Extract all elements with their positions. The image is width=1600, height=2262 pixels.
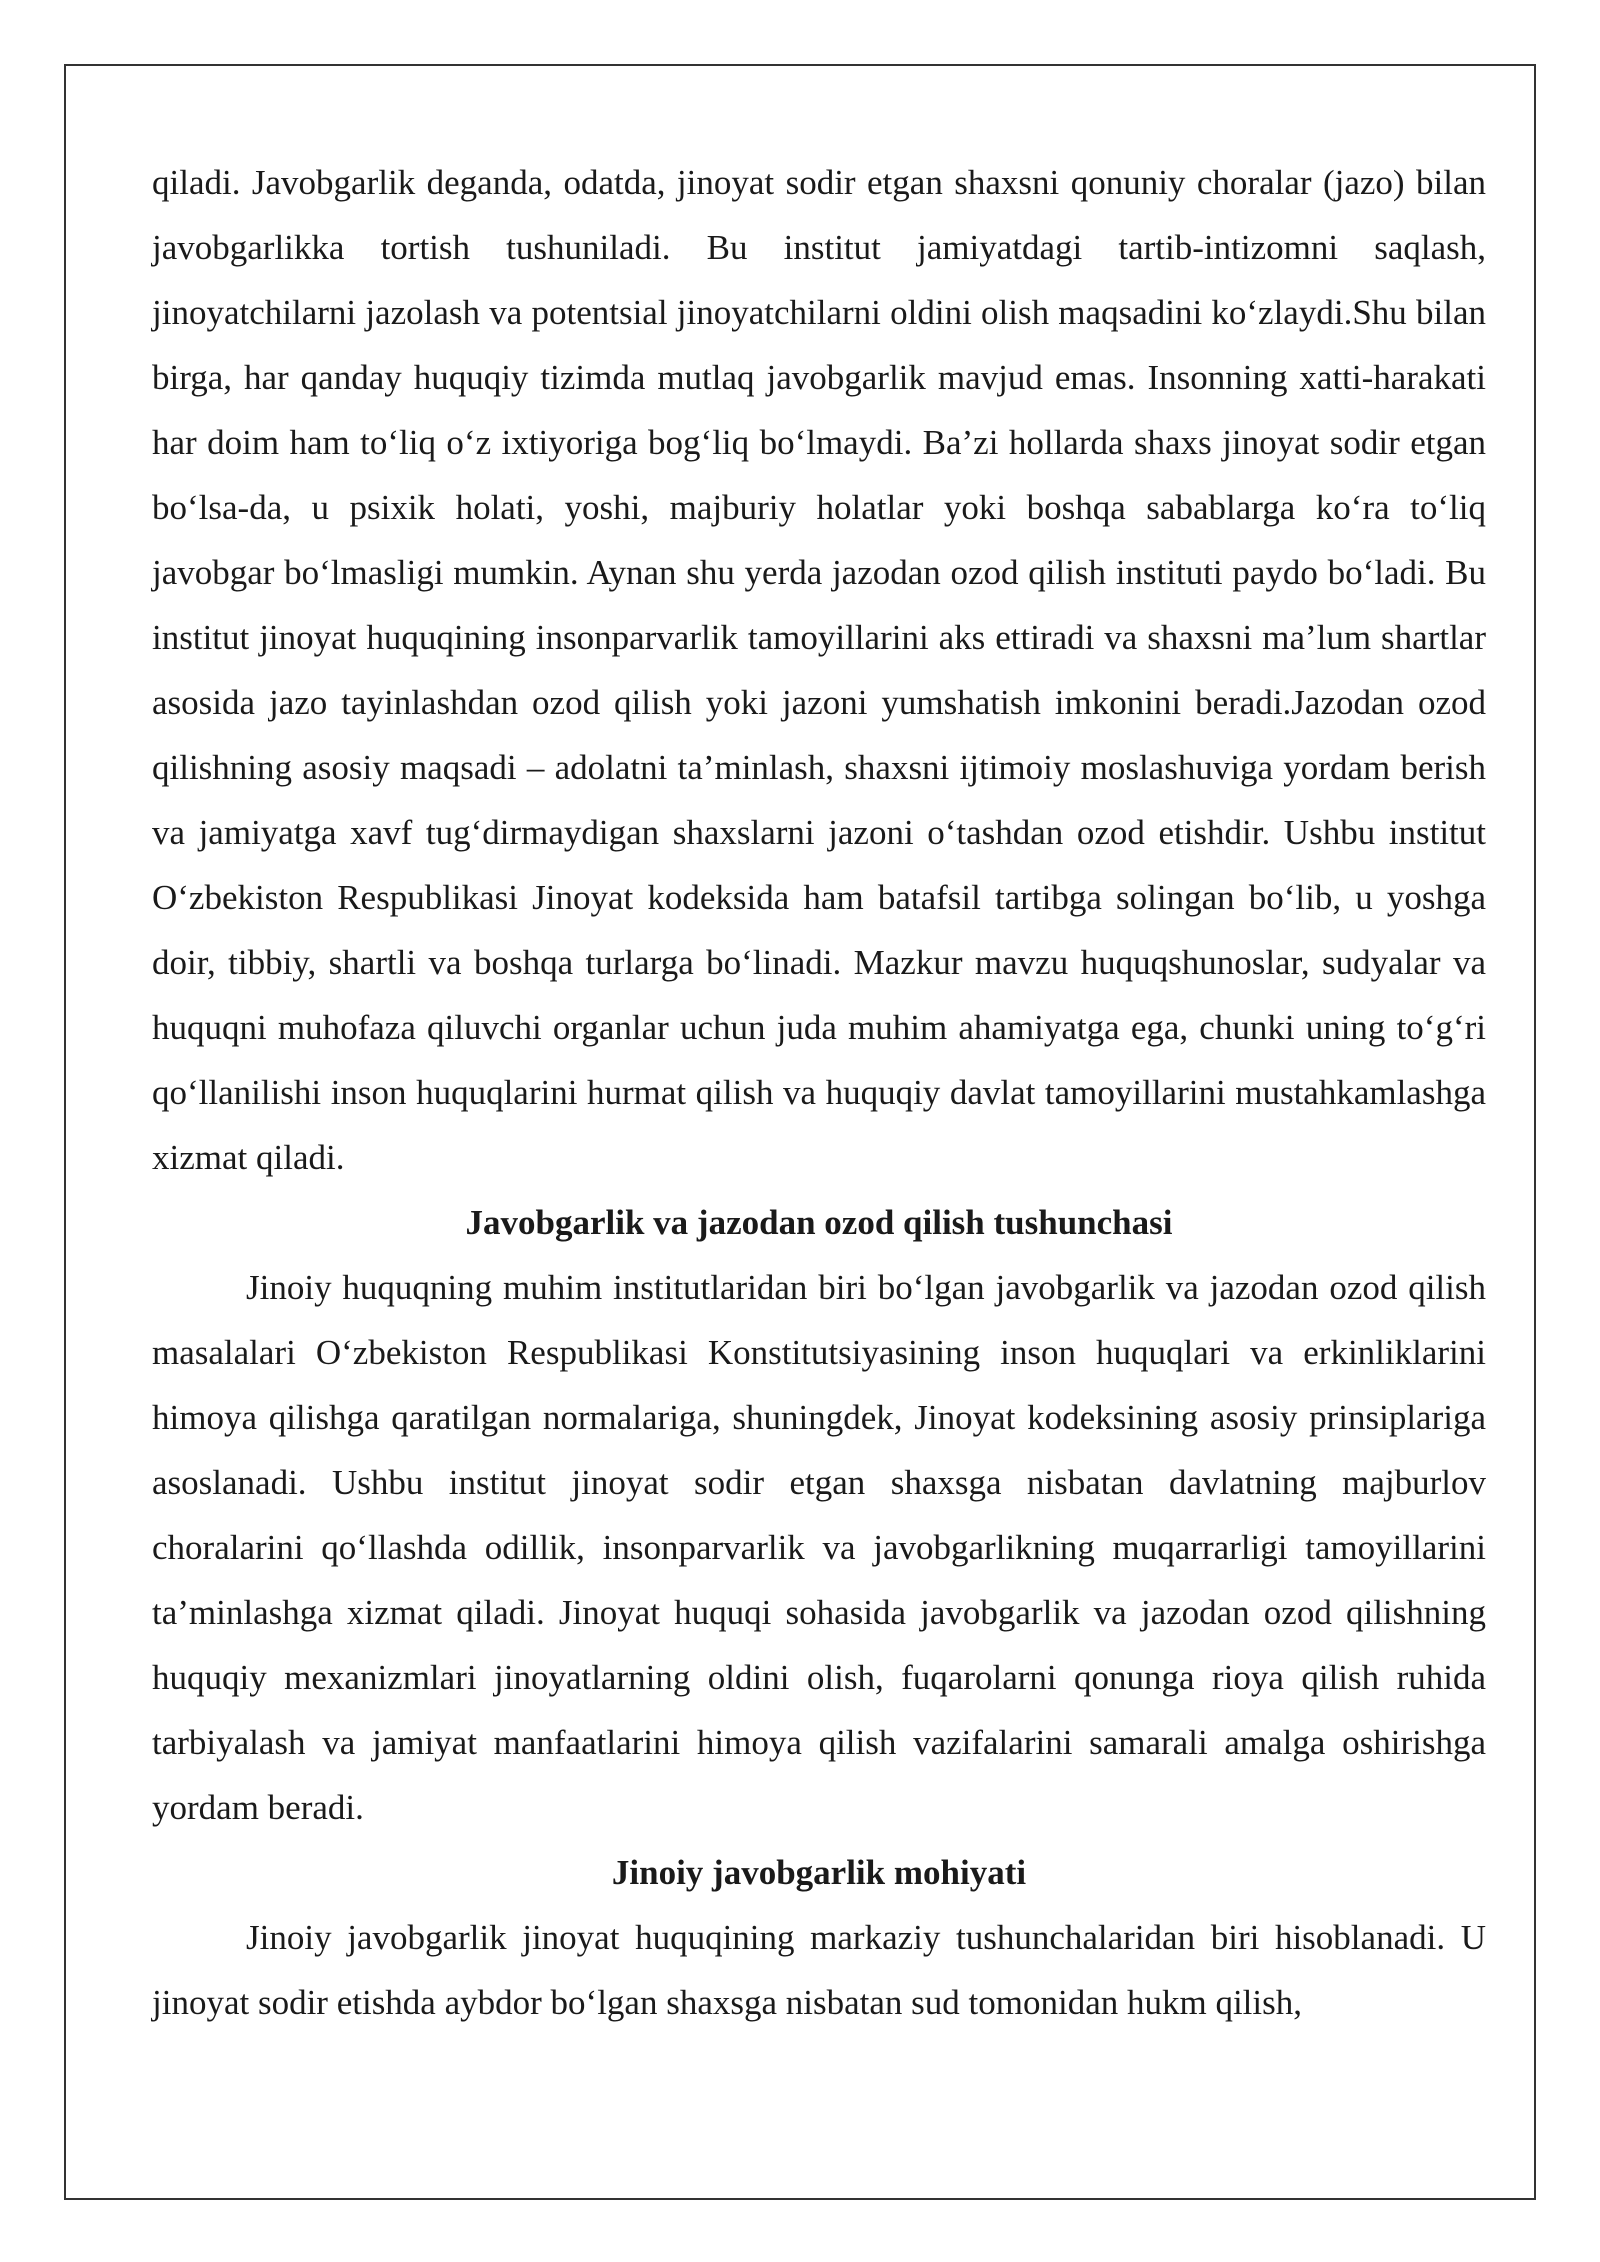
body-paragraph: Jinoiy huquqning muhim institutlaridan biri bo‘lgan javobgarlik va jazodan ozod qilish masalalari O‘zbekiston Respublikasi Konstitutsiyasining inson huquqlari va erkinliklarini himoya qilishga qaratilgan normalariga, shuningdek, Jinoyat kodeksining asosiy prinsiplariga asoslanadi. Ushbu institut jinoyat sodir etgan shaxsga nisbatan davlatning majburlov choralarini qo‘llashda odillik, insonparvarlik va javobgarlikning muqarrarligi tamoyillarini ta’minlashga xizmat qiladi. Jinoyat huquqi sohasida javobgarlik va jazodan ozod qilishning huquqiy mexanizmlari jinoyatlarning oldini olish, fuqarolarni qonunga rioya qilish ruhida tarbiyalash va jamiyat manfaatlarini himoya qilish vazifalarini samarali amalga oshirishga yordam beradi. <box>152 1268 1486 1827</box>
section-heading: Jinoiy javobgarlik mohiyati <box>611 1853 1027 1892</box>
body-paragraph: Jinoiy javobgarlik jinoyat huquqining markaziy tushunchalaridan biri hisoblanadi. U jinoyat sodir etishda aybdor bo‘lgan shaxsga nisbatan sud tomonidan hukm qilish, <box>152 1918 1486 2022</box>
section-heading: Javobgarlik va jazodan ozod qilish tushunchasi <box>465 1203 1173 1242</box>
body-paragraph: qiladi. Javobgarlik deganda, odatda, jinoyat sodir etgan shaxsni qonuniy choralar (jazo) bilan javobgarlikka tortish tushuniladi. Bu institut jamiyatdagi tartib-intizomni saqlash, jinoyatchilarni jazolash va potentsial jinoyatchilarni oldini olish maqsadini ko‘zlaydi.Shu bilan birga, har qanday huquqiy tizimda mutlaq javobgarlik mavjud emas. Insonning xatti-harakati har doim ham to‘liq o‘z ixtiyoriga bog‘liq bo‘lmaydi. Ba’zi hollarda shaxs jinoyat sodir etgan bo‘lsa-da, u psixik holati, yoshi, majburiy holatlar yoki boshqa sabablarga ko‘ra to‘liq javobgar bo‘lmasligi mumkin. Aynan shu yerda jazodan ozod qilish instituti paydo bo‘ladi. Bu institut jinoyat huquqining insonparvarlik tamoyillarini aks ettiradi va shaxsni ma’lum shartlar asosida jazo tayinlashdan ozod qilish yoki jazoni yumshatish imkonini beradi.Jazodan ozod qilishning asosiy maqsadi – adolatni ta’minlash, shaxsni ijtimoiy moslashuviga yordam berish va jamiyatga xavf tug‘dirmaydigan shaxslarni jazoni o‘tashdan ozod etishdir. Ushbu institut O‘zbekiston Respublikasi Jinoyat kodeksida ham batafsil tartibga solingan bo‘lib, u yoshga doir, tibbiy, shartli va boshqa turlarga bo‘linadi. Mazkur mavzu huquqshunoslar, sudyalar va huquqni muhofaza qiluvchi organlar uchun juda muhim ahamiyatga ega, chunki uning to‘g‘ri qo‘llanilishi inson huquqlarini hurmat qilish va huquqiy davlat tamoyillarini mustahkamlashga xizmat qiladi. <box>152 163 1486 1177</box>
document-body <box>152 150 1486 2035</box>
